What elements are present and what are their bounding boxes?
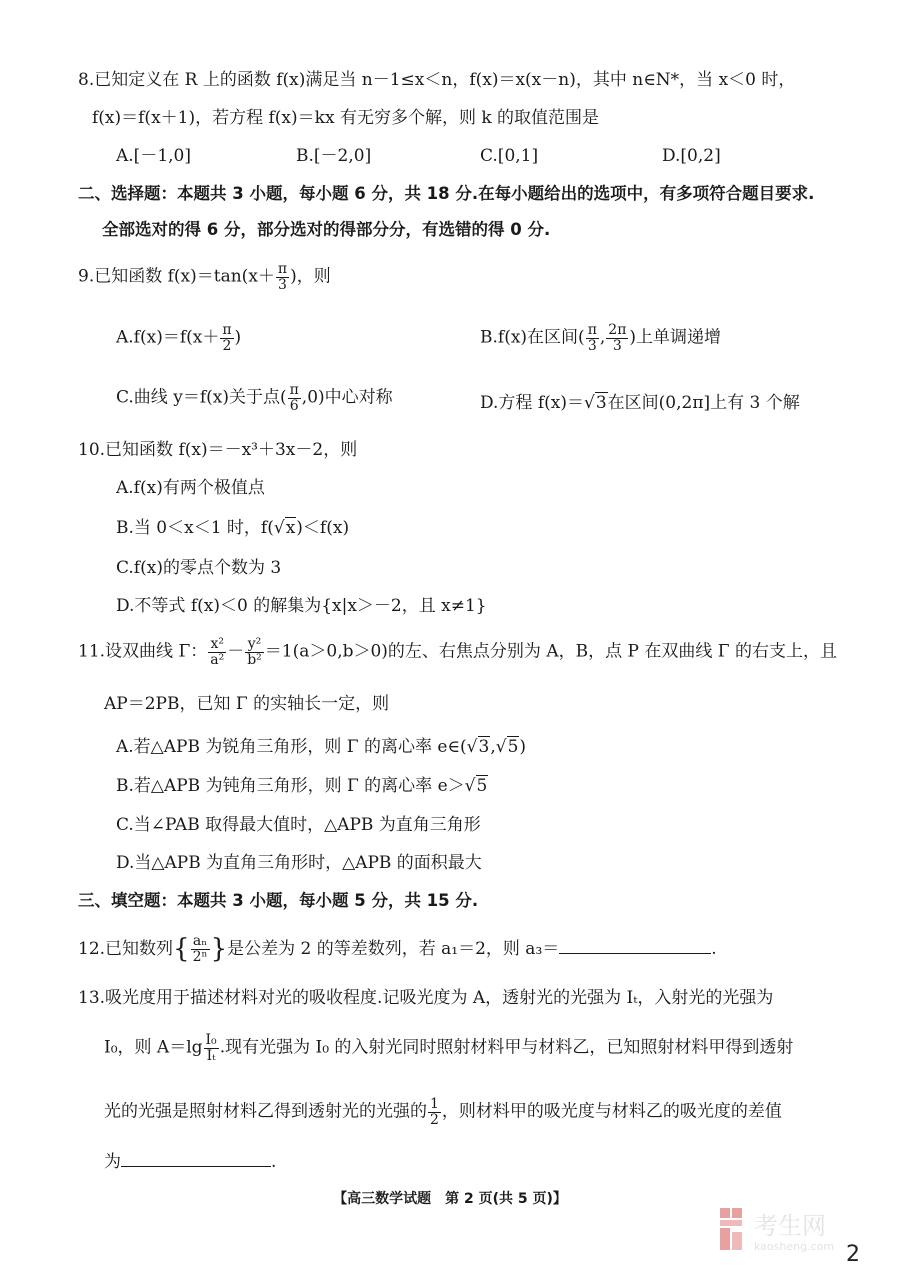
q10-stem: 10.已知函数 f(x)＝－x³＋3x－2，则 (78, 440, 358, 460)
q10-option-d: D.不等式 f(x)＜0 的解集为{x|x＞－2，且 x≠1} (116, 596, 487, 616)
q13-line4: 为 . (104, 1152, 277, 1172)
q11-option-a: A.若△APB 为锐角三角形，则 Γ 的离心率 e∈(√3,√5) (116, 737, 527, 757)
q12-answer-blank[interactable] (559, 952, 711, 954)
q9-stem: 9.已知函数 f(x)＝tan(x＋ $\frac{\pi}{3}$ )，则 (78, 261, 331, 293)
q8-line1: 8.已知定义在 R 上的函数 f(x)满足当 n－1≤x＜n，f(x)＝x(x－n)，其中 n∈N*，当 x＜0 时， (78, 70, 796, 90)
section2-instructions: 全部选对的得 6 分，部分选对的得部分分，有选错的得 0 分. (102, 220, 551, 239)
q11-option-b: B.若△APB 为钝角三角形，则 Γ 的离心率 e＞√5 (116, 776, 488, 796)
q11-option-d: D.当△APB 为直角三角形时，△APB 的面积最大 (116, 853, 482, 873)
q11-line2: AP＝2PB，已知 Γ 的实轴长一定，则 (104, 694, 390, 714)
q13-line2: I₀，则 A＝lg $\frac{\text{I₀}}{\text{Iₜ}}$ .现有光强为 I₀ 的入射光同时照射材料甲与材料乙，已知照射材料甲得到透射 (104, 1032, 794, 1064)
q11-stem: 11.设双曲线 Γ： $\frac{\text{x²}}{\text{a²}}$ － $\frac{\text{y²}}{\text{b²}}$ ＝1(a＞0,b＞0)的左、右焦点分别为 A，B，点 P 在双曲线 Γ 的右支上，且 (78, 636, 837, 668)
q9-option-d: D.方程 f(x)＝√3在区间(0,2π]上有 3 个解 (480, 393, 800, 413)
q13-line3: 光的光强是照射材料乙得到透射光的光强的 $\frac{1}{2}$ ，则材料甲的吸光度与材料乙的吸光度的差值 (104, 1096, 782, 1128)
svg-text:kaosheng.com: kaosheng.com (754, 1240, 835, 1253)
section2-heading: 二、选择题：本题共 3 小题，每小题 6 分，共 18 分.在每小题给出的选项中，有多项符合题目要求. (78, 184, 815, 203)
q11-option-c: C.当∠PAB 取得最大值时，△APB 为直角三角形 (116, 815, 481, 835)
section3-heading: 三、填空题：本题共 3 小题，每小题 5 分，共 15 分. (78, 891, 479, 910)
q10-option-a: A.f(x)有两个极值点 (116, 478, 265, 498)
q13-answer-blank[interactable] (121, 1165, 271, 1167)
q8-line2: f(x)＝f(x＋1)，若方程 f(x)＝kx 有无穷多个解，则 k 的取值范围是 (92, 108, 600, 128)
q9-option-b: B.f(x)在区间( $\frac{\pi}{3}$ , $\frac{2\pi}{3}$ )上单调递增 (480, 322, 722, 354)
q9-option-c: C.曲线 y＝f(x)关于点( $\frac{\pi}{6}$ ,0)中心对称 (116, 382, 393, 414)
q10-option-b: B.当 0＜x＜1 时，f(√x)＜f(x) (116, 518, 350, 538)
q8-option-b: B.[－2,0] (296, 146, 372, 166)
svg-text:考生网: 考生网 (754, 1212, 826, 1240)
q12-stem: 12.已知数列{ $\frac{\text{aₙ}}{\text{2ⁿ}}$ }是公差为 2 的等差数列，若 a₁＝2，则 a₃＝ . (78, 933, 717, 966)
q10-option-c: C.f(x)的零点个数为 3 (116, 558, 282, 578)
q8-option-c: C.[0,1] (480, 146, 539, 166)
page-corner-number: 2 (846, 1242, 860, 1267)
q8-option-d: D.[0,2] (662, 146, 721, 166)
page-footer: 【高三数学试题 第 2 页(共 5 页)】 (333, 1191, 567, 1207)
q9-option-a: A.f(x)＝f(x＋ $\frac{\pi}{2}$ ) (116, 322, 242, 354)
q8-option-a: A.[－1,0] (116, 146, 191, 166)
q13-line1: 13.吸光度用于描述材料对光的吸收程度.记吸光度为 A，透射光的光强为 Iₜ，入射光的光强为 (78, 988, 774, 1008)
